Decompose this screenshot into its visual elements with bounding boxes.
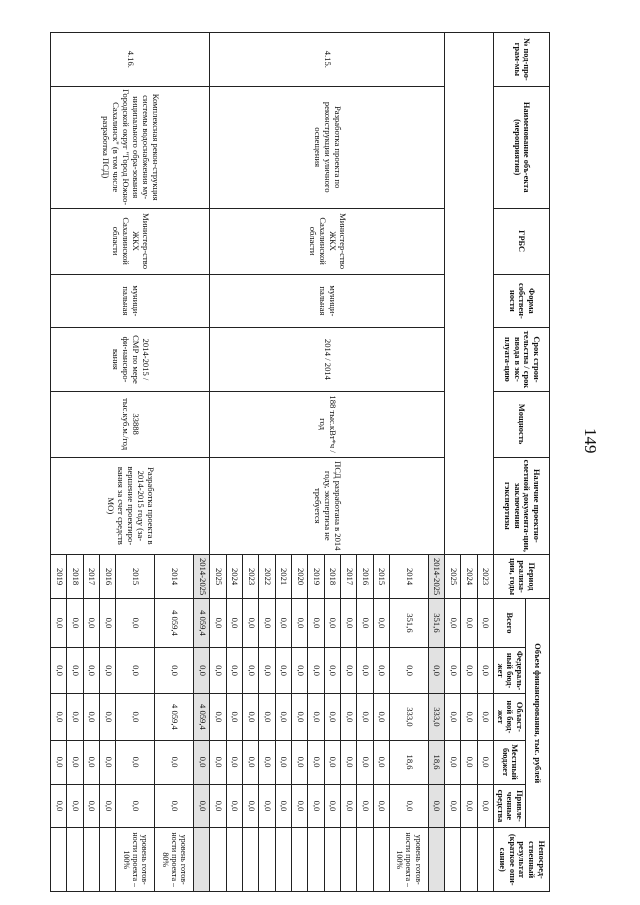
header-psd: Наличие проектно-сметной документа-ции, заключения гэкспертизы	[494, 457, 550, 555]
cell-regional: 0,0	[51, 694, 68, 740]
cell-result	[308, 828, 324, 892]
table-row	[477, 33, 493, 892]
cell-total: 0,0	[83, 599, 99, 648]
cell-result	[340, 828, 356, 892]
cell-federal: 0,0	[243, 647, 259, 693]
cell-private: 0,0	[83, 784, 99, 828]
cell-federal: 0,0	[324, 647, 340, 693]
cell-year: 2019	[51, 555, 68, 599]
cell-federal: 0,0	[357, 647, 373, 693]
cell-private: 0,0	[226, 784, 242, 828]
header-federal: Федераль-ный бюд-жет	[494, 647, 526, 693]
cell-federal: 0,0	[445, 647, 461, 693]
cell-total: 0,0	[461, 599, 477, 648]
cell-federal: 0,0	[373, 647, 389, 693]
cell-regional: 0,0	[357, 694, 373, 740]
cell-local: 0,0	[226, 740, 242, 784]
project-ownership: муници-пальная	[51, 274, 210, 328]
cell-year: 2015	[116, 555, 155, 599]
cell-local: 0,0	[259, 740, 275, 784]
cell-result: уровень готов-ности проекта – 80%	[155, 828, 194, 892]
cell-year: 2017	[83, 555, 99, 599]
project-name: Комплексная рекон-струкция системы водоснабжения му-ниципального обра-зования Городской округ "Город Южно-Сахалинск" (в том числе разработка ПСД)	[51, 86, 210, 208]
cell-private: 0,0	[243, 784, 259, 828]
cell-result	[461, 828, 477, 892]
cell-total: 0,0	[373, 599, 389, 648]
project-num: 4.16.	[51, 33, 210, 87]
cell-federal: 0,0	[308, 647, 324, 693]
cell-regional: 333,0	[428, 694, 444, 740]
cell-federal: 0,0	[259, 647, 275, 693]
header-years: Период реализа-ции, годы	[494, 555, 550, 599]
cell-result	[210, 828, 226, 892]
cell-year: 2015	[373, 555, 389, 599]
project-psd: Разработка проекта в 2014-2015 году (за-вершение проектиро-вания за счет средств МО)	[51, 457, 210, 555]
cell-total: 351,6	[389, 599, 428, 648]
cell-year: 2019	[308, 555, 324, 599]
cell-result: уровень готов-ности проекта – 100%	[116, 828, 155, 892]
cell-federal: 0,0	[194, 647, 210, 693]
cell-local: 0,0	[291, 740, 307, 784]
cell-federal: 0,0	[100, 647, 116, 693]
cell-local: 0,0	[373, 740, 389, 784]
cell-private: 0,0	[155, 784, 194, 828]
cell-federal: 0,0	[51, 647, 68, 693]
header-funding: Объем финансирования, тыс. рублей	[526, 599, 550, 828]
cell-federal: 0,0	[461, 647, 477, 693]
cell-regional: 0,0	[83, 694, 99, 740]
cell-year: 2022	[259, 555, 275, 599]
cell-total: 0,0	[243, 599, 259, 648]
cell-private: 0,0	[477, 784, 493, 828]
cell-local: 0,0	[275, 740, 291, 784]
cell-private: 0,0	[51, 784, 68, 828]
cell-result	[194, 828, 210, 892]
cell-year: 2014	[155, 555, 194, 599]
cell-total: 4 059,4	[194, 599, 210, 648]
header-capacity: Мощность	[494, 391, 550, 457]
project-ownership: муници-пальная	[210, 274, 445, 328]
cell-total: 0,0	[324, 599, 340, 648]
project-capacity: 188 тыс.кВт*ч / год	[210, 391, 445, 457]
cell-private: 0,0	[67, 784, 83, 828]
cell-total: 0,0	[100, 599, 116, 648]
cell-local: 0,0	[477, 740, 493, 784]
cell-result	[477, 828, 493, 892]
cell-federal: 0,0	[210, 647, 226, 693]
header-local: Местный бюджет	[494, 740, 526, 784]
cell-private: 0,0	[324, 784, 340, 828]
cell-local: 0,0	[308, 740, 324, 784]
cell-private: 0,0	[389, 784, 428, 828]
cell-local: 0,0	[83, 740, 99, 784]
cell-local: 0,0	[445, 740, 461, 784]
cell-local: 0,0	[194, 740, 210, 784]
cell-year: 2014	[389, 555, 428, 599]
cell-regional: 4 059,4	[194, 694, 210, 740]
cell-result	[243, 828, 259, 892]
cell-result	[357, 828, 373, 892]
header-private: Привле-ченные средства	[494, 784, 526, 828]
cell-regional: 4 059,4	[155, 694, 194, 740]
project-grbs: Министер-ство ЖКХ Сахалинской области	[210, 208, 445, 274]
cell-year: 2025	[445, 555, 461, 599]
header-ownership: Форма собствен-ности	[494, 274, 550, 328]
cell-regional: 0,0	[308, 694, 324, 740]
cell-federal: 0,0	[155, 647, 194, 693]
cell-total: 0,0	[477, 599, 493, 648]
cell-local: 0,0	[155, 740, 194, 784]
cell-local: 18,6	[428, 740, 444, 784]
cell-private: 0,0	[259, 784, 275, 828]
cell-private: 0,0	[291, 784, 307, 828]
cell-year: 2023	[243, 555, 259, 599]
cell-total: 0,0	[51, 599, 68, 648]
cell-regional: 0,0	[461, 694, 477, 740]
table-body	[51, 33, 494, 892]
cell-year: 2016	[357, 555, 373, 599]
cell-federal: 0,0	[389, 647, 428, 693]
cell-regional: 0,0	[373, 694, 389, 740]
project-num: 4.15.	[210, 33, 445, 87]
project-name: Разработка проекта по реконструкции уличного освещения	[210, 86, 445, 208]
cell-local: 0,0	[243, 740, 259, 784]
cell-federal: 0,0	[428, 647, 444, 693]
cell-local: 0,0	[324, 740, 340, 784]
project-period: 2014 / 2014	[210, 328, 445, 391]
cell-result	[226, 828, 242, 892]
header-name: Наименование объ-екта (мероприятия)	[494, 86, 550, 208]
cell-year: 2017	[340, 555, 356, 599]
cell-total: 351,6	[428, 599, 444, 648]
table-row	[194, 33, 210, 892]
cell-private: 0,0	[445, 784, 461, 828]
cell-total: 0,0	[226, 599, 242, 648]
cell-federal: 0,0	[275, 647, 291, 693]
cell-total: 0,0	[357, 599, 373, 648]
cell-year: 2023	[477, 555, 493, 599]
header-result: Непосред-ственный результат (краткое опи-сание)	[494, 828, 550, 892]
cell-year: 2024	[461, 555, 477, 599]
cell-year: 2014-2025	[194, 555, 210, 599]
cell-regional: 0,0	[116, 694, 155, 740]
cell-result	[291, 828, 307, 892]
cell-regional: 0,0	[291, 694, 307, 740]
cell-result	[324, 828, 340, 892]
cell-regional: 0,0	[340, 694, 356, 740]
project-grbs: Министер-ство ЖКХ Сахалинской области	[51, 208, 210, 274]
cell-private: 0,0	[100, 784, 116, 828]
rotated-table-frame	[50, 32, 550, 892]
cell-result	[373, 828, 389, 892]
cell-private: 0,0	[373, 784, 389, 828]
cell-federal: 0,0	[477, 647, 493, 693]
cell-total: 0,0	[308, 599, 324, 648]
cell-year: 2024	[226, 555, 242, 599]
header-regional: Област-ной бюд-жет	[494, 694, 526, 740]
cell-result	[428, 828, 444, 892]
cell-private: 0,0	[357, 784, 373, 828]
cell-private: 0,0	[275, 784, 291, 828]
cell-private: 0,0	[210, 784, 226, 828]
cell-local: 18,6	[389, 740, 428, 784]
header-num: № под-про-грам-мы	[494, 33, 550, 87]
cell-federal: 0,0	[83, 647, 99, 693]
cell-local: 0,0	[210, 740, 226, 784]
cell-regional: 0,0	[210, 694, 226, 740]
cell-regional: 0,0	[259, 694, 275, 740]
cell-regional: 333,0	[389, 694, 428, 740]
project-period: 2014-2015 / СМР по мере фи-нансиро-вания	[51, 328, 210, 391]
cell-private: 0,0	[428, 784, 444, 828]
cell-year: 2025	[210, 555, 226, 599]
cell-private: 0,0	[340, 784, 356, 828]
cell-total: 0,0	[340, 599, 356, 648]
project-capacity: 33888 тыс.куб.м./год	[51, 391, 210, 457]
table-row	[428, 33, 444, 892]
cell-regional: 0,0	[477, 694, 493, 740]
cell-regional: 0,0	[275, 694, 291, 740]
cell-total: 0,0	[275, 599, 291, 648]
cell-private: 0,0	[308, 784, 324, 828]
cell-regional: 0,0	[243, 694, 259, 740]
cell-result	[445, 828, 461, 892]
continuation-block	[445, 33, 494, 555]
cell-total: 4 059,4	[155, 599, 194, 648]
cell-total: 0,0	[259, 599, 275, 648]
cell-total: 0,0	[291, 599, 307, 648]
project-psd: ПСД разработана в 2014 году, экспертиза не требуется	[210, 457, 445, 555]
cell-local: 0,0	[461, 740, 477, 784]
cell-result	[67, 828, 83, 892]
cell-federal: 0,0	[291, 647, 307, 693]
cell-regional: 0,0	[226, 694, 242, 740]
cell-federal: 0,0	[116, 647, 155, 693]
cell-total: 0,0	[445, 599, 461, 648]
cell-regional: 0,0	[100, 694, 116, 740]
cell-federal: 0,0	[226, 647, 242, 693]
cell-federal: 0,0	[340, 647, 356, 693]
cell-regional: 0,0	[445, 694, 461, 740]
cell-local: 0,0	[67, 740, 83, 784]
cell-total: 0,0	[116, 599, 155, 648]
cell-year: 2018	[324, 555, 340, 599]
cell-private: 0,0	[194, 784, 210, 828]
cell-private: 0,0	[116, 784, 155, 828]
header-total: Всего	[494, 599, 526, 648]
cell-federal: 0,0	[67, 647, 83, 693]
cell-result	[275, 828, 291, 892]
header-grbs: ГРБС	[494, 208, 550, 274]
cell-local: 0,0	[357, 740, 373, 784]
cell-private: 0,0	[461, 784, 477, 828]
cell-result: уровень готов-ности проекта – 100%	[389, 828, 428, 892]
cell-regional: 0,0	[324, 694, 340, 740]
cell-regional: 0,0	[67, 694, 83, 740]
cell-total: 0,0	[210, 599, 226, 648]
page-number: 149	[581, 428, 600, 454]
cell-total: 0,0	[67, 599, 83, 648]
header-period: Срок строи-тельства / срок ввода в экс-плуата-цию	[494, 328, 550, 391]
cell-local: 0,0	[116, 740, 155, 784]
financing-table	[50, 32, 550, 892]
cell-result	[259, 828, 275, 892]
cell-year: 2018	[67, 555, 83, 599]
cell-year: 2016	[100, 555, 116, 599]
cell-result	[100, 828, 116, 892]
cell-year: 2014-2025	[428, 555, 444, 599]
cell-year: 2021	[275, 555, 291, 599]
cell-local: 0,0	[340, 740, 356, 784]
cell-local: 0,0	[51, 740, 68, 784]
cell-year: 2020	[291, 555, 307, 599]
cell-result	[51, 828, 68, 892]
cell-result	[83, 828, 99, 892]
cell-local: 0,0	[100, 740, 116, 784]
